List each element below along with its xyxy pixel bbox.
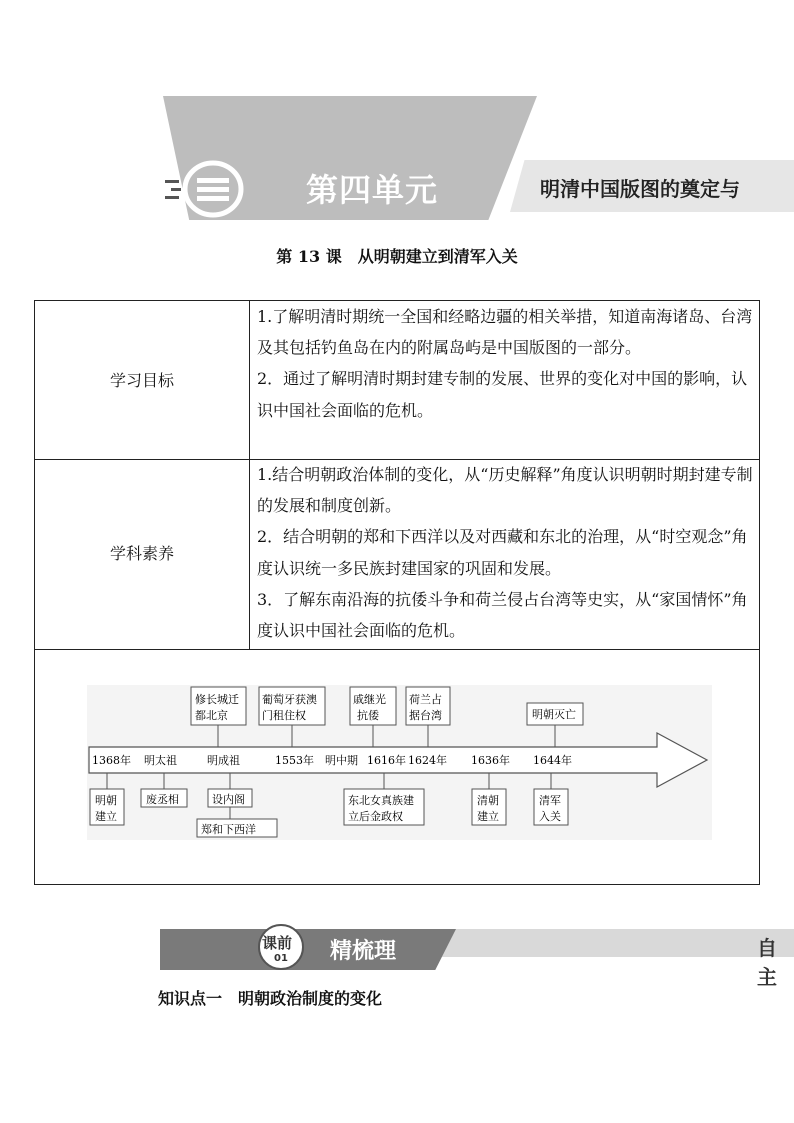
row-label: 学科素养 [109, 544, 174, 563]
event-text: 废丞相 [146, 793, 179, 806]
event-text: 抗倭 [357, 709, 379, 722]
axis-label: 明成祖 [207, 754, 240, 767]
row-label: 学习目标 [109, 371, 174, 390]
column-divider [249, 301, 250, 649]
axis-label: 1644年 [533, 754, 572, 767]
event-text: 建立 [95, 810, 117, 823]
event-text: 戚继光 [353, 693, 386, 706]
event-text: 据台湾 [409, 709, 442, 722]
row-content [257, 301, 755, 426]
event-text: 建立 [477, 810, 499, 823]
section-badge-number: 01 [274, 953, 288, 964]
event-text: 入关 [539, 810, 561, 823]
event-text: 郑和下西洋 [201, 823, 256, 836]
event-text: 设内阁 [212, 793, 245, 806]
axis-label: 1636年 [471, 754, 510, 767]
axis-label: 1624年 [408, 754, 447, 767]
row-content [257, 459, 755, 646]
axis-label: 明中期 [325, 754, 358, 767]
content-item: 2．结合明朝的郑和下西洋以及对西藏和东北的治理，从“时空观念”角度认识统一多民族封建国家的巩固和发展。 [257, 527, 748, 578]
content-item: 3．了解东南沿海的抗倭斗争和荷兰侵占台湾等史实，从“家国情怀”角度认识中国社会面临的危机。 [257, 589, 748, 641]
event-text: 修长城迁 [195, 693, 239, 706]
content-item: 1.结合明朝政治体制的变化，从“历史解释”角度认识明朝时期封建专制的发展和制度创新。 [257, 465, 753, 516]
event-text: 明朝灭亡 [532, 708, 576, 721]
axis-label: 明太祖 [144, 754, 177, 767]
axis-label: 1553年 [275, 754, 314, 767]
event-text: 清朝 [477, 794, 499, 807]
content-item: 2．通过了解明清时期封建专制的发展、世界的变化对中国的影响，认识中国社会面临的危机。 [257, 369, 748, 420]
section-badge-label: 课前 [262, 934, 293, 952]
lesson-title: 第 13 课 从明朝建立到清军入关 [276, 247, 518, 266]
event-text: 门租住权 [262, 709, 306, 722]
event-text: 立后金政权 [348, 810, 403, 823]
content-item: 1.了解明清时期统一全国和经略边疆的相关举措，知道南海诸岛、台湾及其包括钓鱼岛在内的附属岛屿是中国版图的一部分。 [257, 307, 753, 358]
timeline [87, 685, 712, 840]
section-right-label: 自主 [757, 936, 777, 989]
section-title: 精梳理 [330, 939, 397, 964]
event-text: 明朝 [95, 794, 117, 807]
event-text: 清军 [539, 794, 561, 807]
event-text: 葡萄牙获澳 [262, 693, 317, 706]
event-text: 东北女真族建 [348, 794, 414, 807]
row-divider [35, 649, 759, 650]
unit-subtitle: 明清中国版图的奠定与 [540, 177, 740, 201]
unit-title: 第四单元 [306, 171, 439, 209]
axis-label: 1616年 [367, 754, 406, 767]
knowledge-point-title: 知识点一 明朝政治制度的变化 [158, 989, 383, 1008]
event-text: 都北京 [195, 709, 228, 722]
event-text: 荷兰占 [409, 693, 442, 706]
book-icon [163, 158, 253, 220]
axis-label: 1368年 [92, 754, 131, 767]
section-tab [160, 929, 456, 970]
